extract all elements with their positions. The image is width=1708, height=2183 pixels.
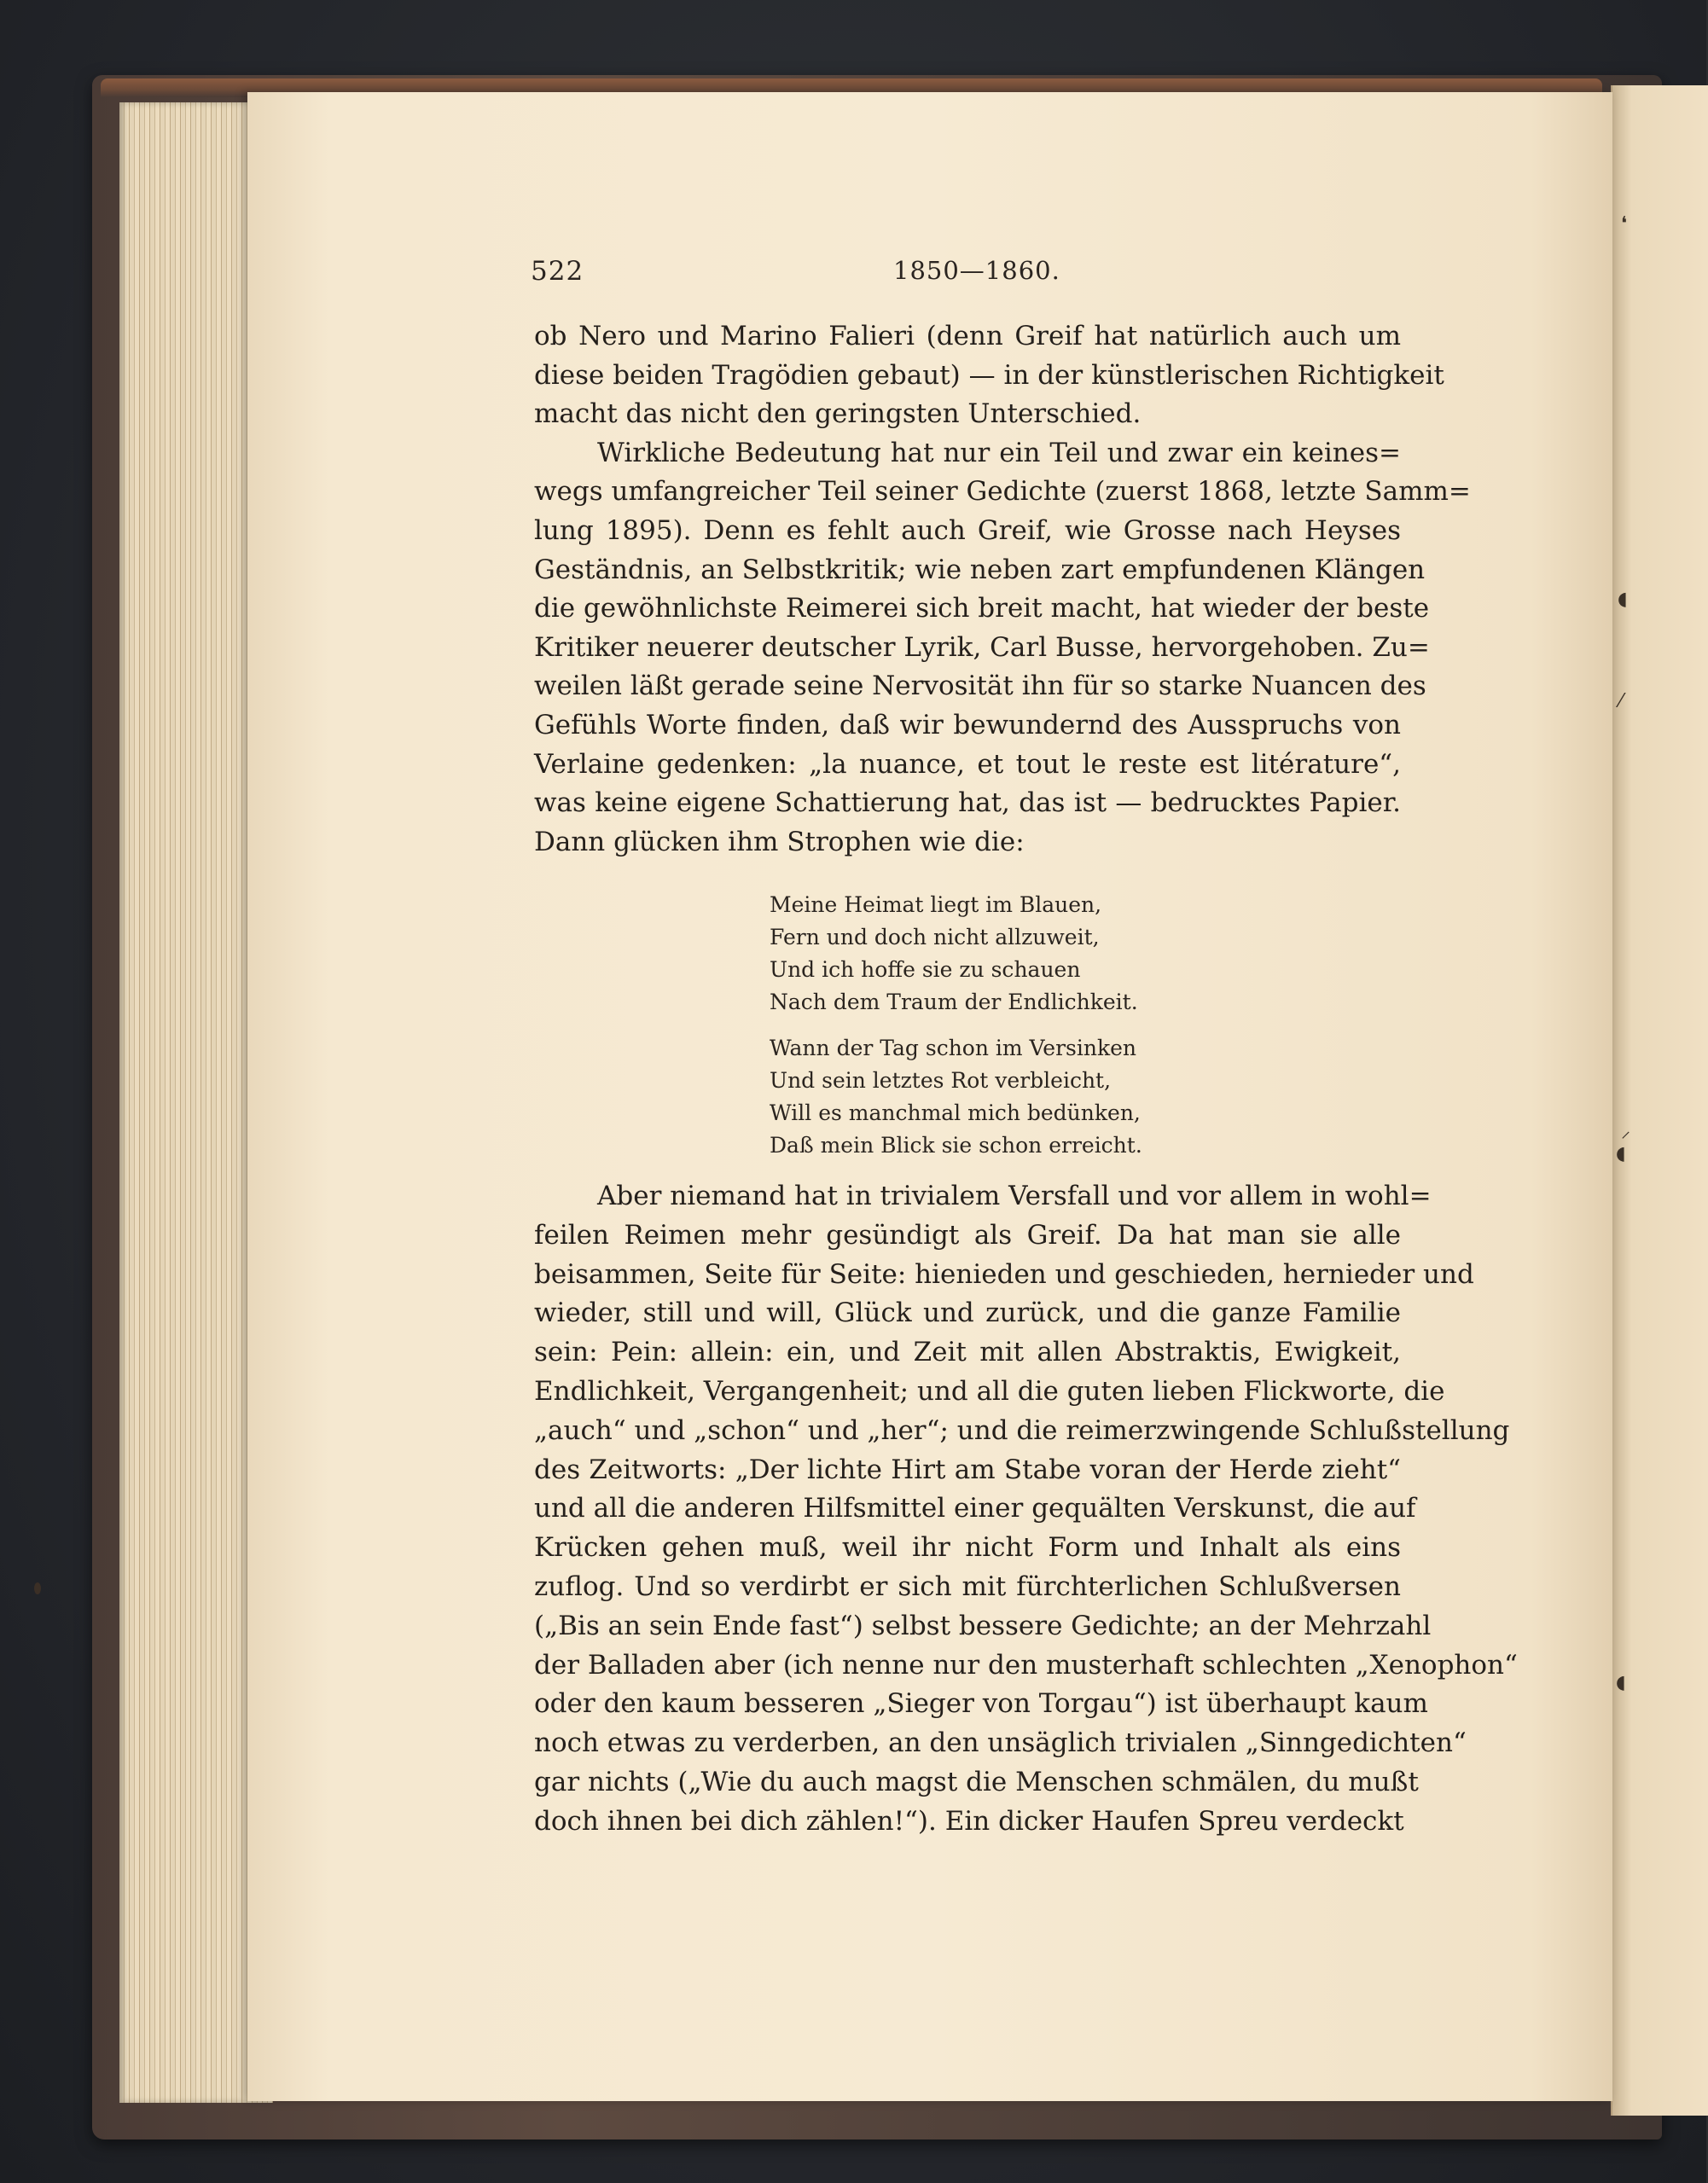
- poem-line: Daß mein Blick sie schon erreicht.: [770, 1133, 1142, 1158]
- margin-mark: ❛: [1621, 213, 1628, 235]
- text-line: doch ihnen bei dich zählen!“). Ein dicker Haufen Spreu verdeckt: [534, 1805, 1404, 1837]
- text-line: die gewöhnlichste Reimerei sich breit macht, hat wieder der beste: [534, 593, 1430, 624]
- text-line: Krücken gehen muß, weil ihr nicht Form und Inhalt als eins: [534, 1532, 1401, 1564]
- poem-stanza-1: [770, 889, 1162, 1019]
- margin-mark: ◖: [1618, 589, 1628, 610]
- text-line: Wirkliche Bedeutung hat nur ein Teil und zwar ein keines=: [597, 437, 1401, 468]
- body-text-top: [534, 317, 1471, 862]
- text-line: oder den kaum besseren „Sieger von Torgau“) ist überhaupt kaum: [534, 1688, 1428, 1720]
- text-line: wieder, still und will, Glück und zurück, und die ganze Familie: [534, 1298, 1401, 1329]
- text-line: diese beiden Tragödien gebaut) — in der künstlerischen Richtigkeit: [534, 359, 1444, 391]
- running-title: 1850—1860.: [893, 256, 1060, 285]
- text-line: Dann glücken ihm Strophen wie die:: [534, 826, 1025, 857]
- text-line: und all die anderen Hilfsmittel einer gequälten Verskunst, die auf: [534, 1493, 1416, 1524]
- body-text-bottom: [534, 1177, 1518, 1842]
- text-line: macht das nicht den geringsten Unterschied.: [534, 398, 1142, 430]
- poem-line: Meine Heimat liegt im Blauen,: [770, 892, 1102, 917]
- facing-page-edge: [1611, 85, 1708, 2116]
- text-line: lung 1895). Denn es fehlt auch Greif, wie Grosse nach Heyses: [534, 514, 1401, 546]
- text-line: des Zeitworts: „Der lichte Hirt am Stabe voran der Herde zieht“: [534, 1454, 1401, 1485]
- text-line: noch etwas zu verderben, an den unsäglich trivialen „Sinngedichten“: [534, 1727, 1467, 1759]
- text-line: Aber niemand hat in trivialem Versfall und vor allem in wohl=: [597, 1181, 1432, 1211]
- poem-line: Nach dem Traum der Endlichkeit.: [770, 990, 1138, 1014]
- dust-speck: [34, 1582, 41, 1594]
- text-line: Kritiker neuerer deutscher Lyrik, Carl Busse, hervorgehoben. Zu=: [534, 631, 1430, 663]
- text-line: Verlaine gedenken: „la nuance, et tout le reste est litérature“,: [534, 748, 1401, 780]
- text-line: („Bis an sein Ende fast“) selbst bessere Gedichte; an der Mehrzahl: [534, 1610, 1432, 1641]
- poem-line: Wann der Tag schon im Versinken: [770, 1036, 1137, 1060]
- poem-line: Und ich hoffe sie zu schauen: [770, 957, 1081, 982]
- text-line: „auch“ und „schon“ und „her“; und die reimerzwingende Schlußstellung: [534, 1414, 1510, 1446]
- margin-mark: ⁄: [1619, 691, 1623, 712]
- text-line: wegs umfangreicher Teil seiner Gedichte (zuerst 1868, letzte Samm=: [534, 476, 1471, 508]
- page-number: 522: [531, 256, 584, 287]
- text-line: feilen Reimen mehr gesündigt als Greif. Da hat man sie alle: [534, 1219, 1401, 1251]
- text-line: zuflog. Und so verdirbt er sich mit fürchterlichen Schlußversen: [534, 1570, 1401, 1602]
- text-line: was keine eigene Schattierung hat, das ist — bedrucktes Papier.: [534, 787, 1401, 819]
- text-line: beisammen, Seite für Seite: hienieden und geschieden, hernieder und: [534, 1258, 1474, 1290]
- poem-line: Will es manchmal mich bedünken,: [770, 1100, 1141, 1125]
- text-line: der Balladen aber (ich nenne nur den musterhaft schlechten „Xenophon“: [534, 1649, 1518, 1681]
- poem-line: Fern und doch nicht allzuweit,: [770, 925, 1100, 949]
- margin-mark: ⸝: [1621, 1121, 1631, 1142]
- margin-mark: ◖: [1616, 1672, 1626, 1693]
- poem-stanza-2: [770, 1032, 1162, 1162]
- text-line: Gefühls Worte finden, daß wir bewundernd des Ausspruchs von: [534, 709, 1401, 740]
- poem-line: Und sein letztes Rot verbleicht,: [770, 1068, 1112, 1093]
- text-line: ob Nero und Marino Falieri (denn Greif hat natürlich auch um: [534, 321, 1401, 351]
- text-line: gar nichts („Wie du auch magst die Menschen schmälen, du mußt: [534, 1766, 1419, 1797]
- running-head: [531, 256, 1401, 299]
- text-line: weilen läßt gerade seine Nervosität ihn für so starke Nuancen des: [534, 671, 1426, 702]
- margin-mark: ◖: [1616, 1143, 1626, 1164]
- text-line: Geständnis, an Selbstkritik; wie neben zart empfundenen Klängen: [534, 554, 1426, 585]
- text-line: Endlichkeit, Vergangenheit; und all die guten lieben Flickworte, die: [534, 1375, 1445, 1407]
- text-line: sein: Pein: allein: ein, und Zeit mit allen Abstraktis, Ewigkeit,: [534, 1337, 1401, 1368]
